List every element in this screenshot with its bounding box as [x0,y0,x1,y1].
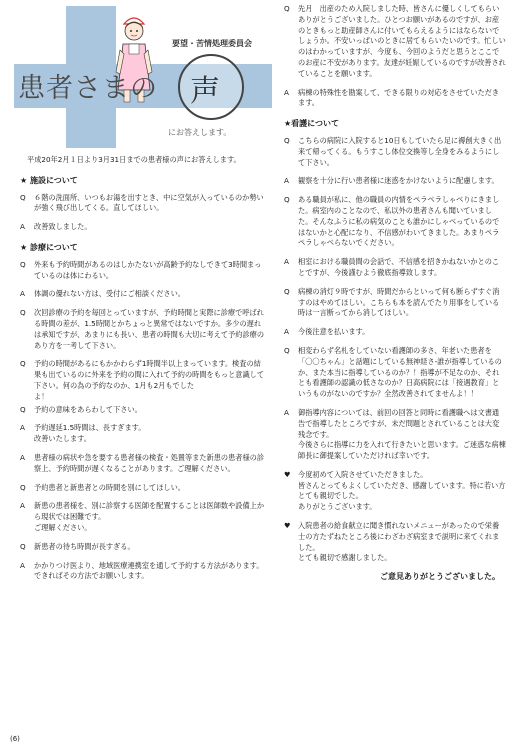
intro-text: 平成20年2月１日より3月31日までの患者様の声にお答えします。 [27,155,241,164]
qa-mark: Q [20,541,26,551]
qa-mark: Q [20,308,26,318]
qa-mark: Q [20,482,26,492]
qa-text: 病棟の特殊性を勘案して、できる限りの対応をさせていただきます。 [298,87,500,108]
qa-mark: Q [284,286,290,296]
qa-item [20,359,264,402]
qa-text: 次回診療の予約を毎回とっていますが、予約時間と実際に診療で呼ばれる時間の差が、1.5時間とかちょっと異常ではないですか。多少の遅れは承知ですが、あまりにも長い、患者の時間も大切に考えて予約診療のあり方を一考して下さい。 [34,308,265,350]
qa-mark: A [20,423,25,433]
newsletter-subtitle: にお答えします。 [168,128,232,137]
qa-text: ６階の洗面所、いつもお湯を出すとき、中に空気が入っているのか勢いが強く飛び出してくる。直してほしい。 [34,192,264,213]
qa-item [284,136,506,168]
qa-text: 予約遅延1.5時間は、長すぎます。 改善いたします。 [34,423,146,444]
heart-icon: ♥ [284,521,291,531]
qa-text: こちらの病院に入院すると10日もしていたら足に褥創大きく出来て帰ってくる。もうすこし体位交換等し全身をみるようにして下さい。 [298,135,502,167]
qa-item [20,308,264,351]
committee-name: 要望・苦情処理委員会 [172,39,252,48]
qa-mark: Q [20,404,26,414]
qa-item [284,408,506,462]
section-heading-consultation: ★ 診療について [20,242,78,252]
qa-mark: A [20,222,25,232]
qa-mark: Q [284,345,290,355]
closing-message: ご意見ありがとうございました。 [380,572,500,582]
qa-item [284,470,506,513]
qa-text: かかりつけ医より、地域医療連携室を通して予約する方法があります。できればその方法でお願いします。 [34,560,264,581]
qa-text: ある職員が私に、他の職員の内情をペラペラしゃべりにきました。病室内のことなので、私以外の患者さんも聞いていました。そんなふうに私の病気のことも誰かにしゃべっているのではないかと心配になり、不信感がわいてきました。あまりペラペラしゃべらないでください。 [298,195,500,248]
qa-item [20,561,264,583]
section-heading-nursing: ★看護について [284,119,340,129]
qa-item [284,257,506,279]
qa-item [284,521,506,564]
qa-mark: Q [20,259,26,269]
qa-text: 外来も予約時間があるのはしかたないが高齢予約なしできて3時間まっているのは体にわるい。 [34,259,262,280]
newsletter-title-koe: 声 [190,74,220,109]
page-number: (6) [10,735,20,743]
qa-item [20,260,264,282]
qa-item [20,193,264,215]
right-column [284,4,506,583]
left-column [20,155,264,590]
qa-text: 予約の時間があるにもかかわらず1時間半以上まっています。検査の結果も出ているのに外来を予約の間に入れて予約の時間をもっと意識して下さい。何の為の予約なのか、1月も2月もでした よ！ [34,359,265,401]
qa-text: 新患の患者様を、別に診察する医師を配置することは医師数や設備上から現状では困難です。 ご理解ください。 [34,501,265,532]
qa-text: 相変わらず名札をしていない看護師の多さ、年老いた患者を「〇〇ちゃん」と話題にしている無神経さ-誰が指導しているのか、また本当に指導しているのか？！指導が不足なのか、それとも看護師の認識の低さなのか？日高病院には「接遇教育」というものがないのですか？全然改善されてませんよ！！ [298,345,502,399]
qa-text: 改善致しました。 [34,222,92,232]
newsletter-title: 患者さまの [18,73,158,104]
qa-text: 予約患者と新患者との時間を別にしてほしい。 [34,482,185,492]
qa-item [20,542,264,553]
qa-item [20,453,264,475]
section-heading-facilities: ★ 施設について [20,175,78,185]
qa-text: 今度初めて入院させていただきました。 皆さんとってもよくしていただき、感謝しています。特に若い方とても親切でした。 ありがとうございます。 [298,469,506,512]
qa-text: 今後注意を払います。 [298,327,370,337]
qa-mark: A [284,87,289,97]
qa-item [284,346,506,400]
qa-text: 患者様の病状や急を要する患者様の検査・処置等また新患の患者様の診察上、予約時間が遅くなることがあります。ご理解ください。 [34,452,265,473]
qa-mark: A [20,501,25,511]
qa-text: 入院患者の給食献立に聞き慣れないメニューがあったので栄養士の方たずねたところ後にわざわざ病室まで説明に来てくれました。 とても親切で感謝しました。 [298,521,500,563]
qa-mark: A [284,327,289,337]
qa-mark: Q [284,135,290,145]
qa-item [20,222,264,233]
qa-text: 御指導内容については、前回の回答と同時に看護職へは文書通告で指導したところですが、未だ問題とされていることは大変残念です。 今後さらに指導に力を入れて行きたいと思います。ご迷惑な病棟師長に御提案していただければ幸いです。 [298,407,506,461]
qa-item [20,483,264,494]
qa-text: 病棟の消灯９時ですが、時間だからといって何も断らずすぐ消すのはやめてほしい。こちらも本を読んでたり用事をしている時は一言断ってから消してほしい。 [298,286,500,318]
qa-text: 体調の優れない方は、受付にご相談ください。 [34,289,185,299]
qa-item [284,176,506,187]
qa-text: 新患者の待ち時間が長すぎる。 [34,541,135,551]
qa-item [20,289,264,300]
qa-item [284,327,506,338]
qa-text: 先月 出産のため入院しました時、皆さんに優しくしてもらいありがとうございました。ひとつお願いがあるのですが、お産のときもっと助産師さんに付いてもらえるようにはならないでしょうか。不安いっぱいのときに居てもらいたいのです。忙しいのはわかっていますが、今度も、今回のようだと思うとここでのお産に不安があります。友達が妊娠しているのですが改善されていることを願います。 [298,4,506,78]
qa-mark: A [284,407,289,417]
qa-mark: A [284,257,289,267]
qa-item [20,405,264,416]
qa-item [20,423,264,445]
qa-mark: Q [284,4,290,13]
qa-mark: A [20,452,25,462]
qa-mark: Q [284,195,290,205]
heart-icon: ♥ [284,469,291,479]
qa-item [284,88,506,110]
qa-mark: A [20,560,25,570]
qa-item [284,287,506,319]
qa-item [20,501,264,533]
qa-mark: A [20,289,25,299]
qa-mark: Q [20,359,26,369]
qa-item [284,195,506,249]
qa-mark: Q [20,192,26,202]
masthead [14,6,272,148]
qa-mark: A [284,176,289,186]
qa-text: 観察を十分に行い患者様に迷惑をかけないように配慮します。 [298,176,499,186]
qa-text: 相室における職員間の会話で、不信感を招きかねないかとのことですが、今後謹むよう徹底指導致します。 [298,257,500,277]
qa-text: 予約の意味をあらわして下さい。 [34,404,142,414]
qa-item [284,4,506,80]
